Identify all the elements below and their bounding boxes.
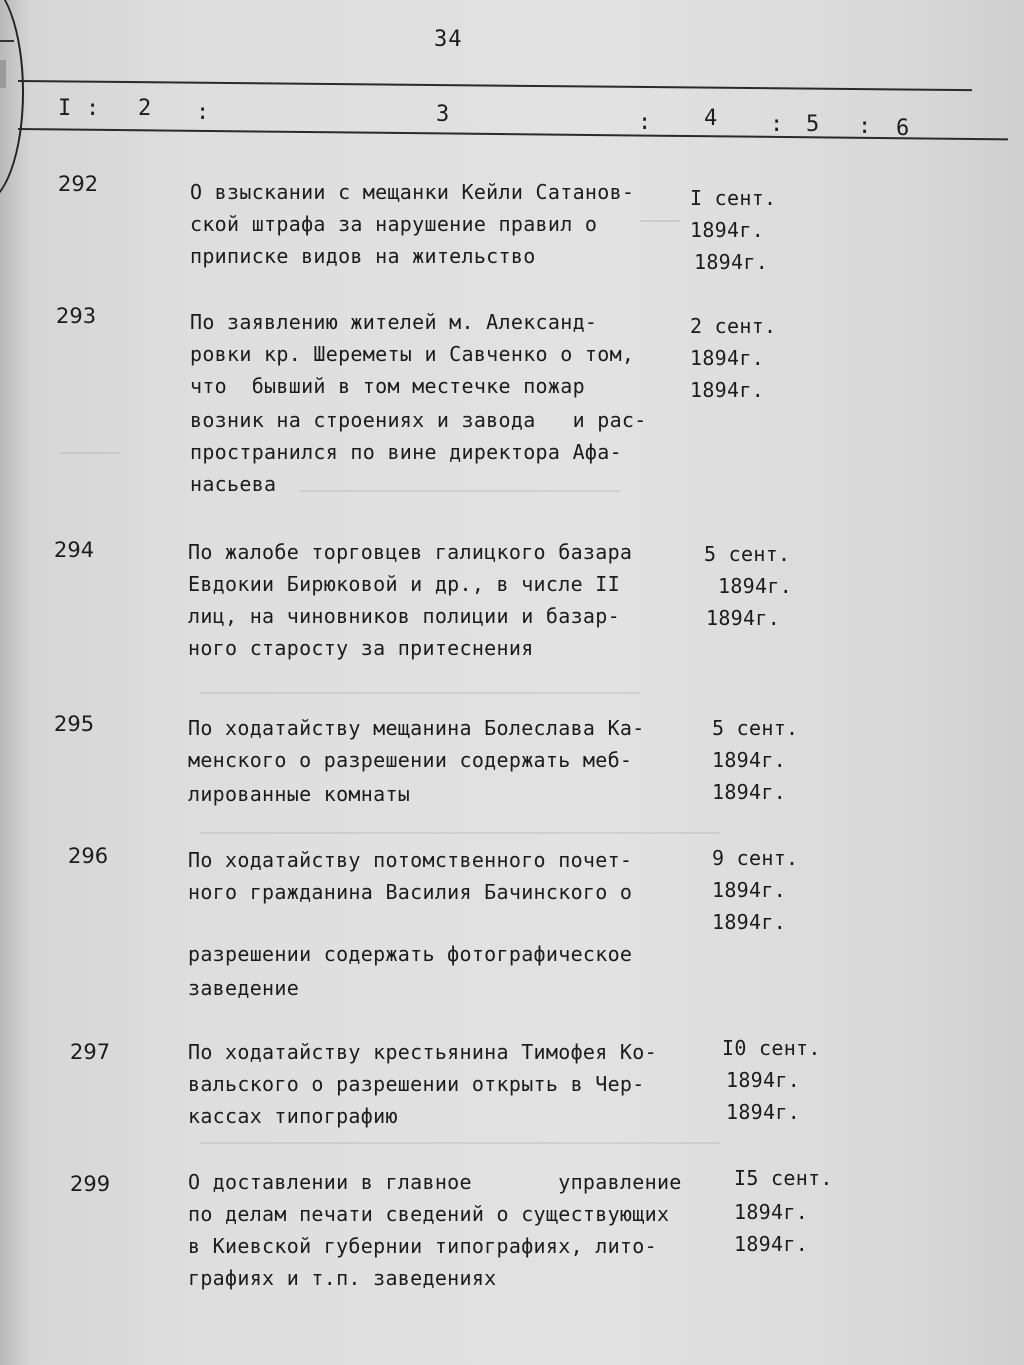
entry-text-line: пространился по вине директора Афа- <box>190 440 622 464</box>
entry-text-line: в Киевской губернии типографиях, лито- <box>188 1234 657 1258</box>
entry-date-line: 1894г. <box>690 218 765 242</box>
entry-text-line: лированные комнаты <box>188 782 411 806</box>
entry-text-line: ской штрафа за нарушение правил о <box>190 212 598 236</box>
entry-date-line: 1894г. <box>712 748 787 772</box>
entry-date-line: I5 сент. <box>734 1166 833 1190</box>
entry-date-line: 1894г. <box>712 878 787 902</box>
entry-date-line: 1894г. <box>712 780 787 804</box>
entry-text-line: По ходатайству крестьянина Тимофея Ко- <box>188 1040 657 1064</box>
entry-date-line: I0 сент. <box>722 1036 821 1060</box>
entry-date-line: 1894г. <box>712 910 787 934</box>
column-header-5: 5 <box>806 112 820 137</box>
column-separator: : <box>86 96 100 121</box>
entry-date-line: 2 сент. <box>690 314 777 338</box>
entry-text-line: вальского о разрешении открыть в Чер- <box>188 1072 645 1096</box>
entry-text-line: По ходатайству потомственного почет- <box>188 848 633 872</box>
bleed-through-mark <box>200 1130 720 1144</box>
entry-date-line: 5 сент. <box>704 542 791 566</box>
entry-text-line: ровки кр. Шереметы и Савченко о том, <box>190 342 635 366</box>
header-rule-top <box>18 80 972 91</box>
entry-date-line: 1894г. <box>706 606 781 630</box>
entry-date-line: 1894г. <box>734 1232 809 1256</box>
entry-text-line: менского о разрешении содержать меб- <box>188 748 633 772</box>
entry-text-line: заведение <box>188 976 300 1000</box>
page-curl-edge <box>0 0 24 204</box>
column-separator: : <box>770 112 784 137</box>
entry-date-line: 1894г. <box>718 574 793 598</box>
column-header-4: 4 <box>704 106 718 131</box>
column-header-6: 6 <box>896 116 910 141</box>
entry-date-line: 1894г. <box>726 1100 801 1124</box>
column-header-1: I <box>58 96 72 121</box>
page-number: 34 <box>434 27 463 52</box>
entry-number: 295 <box>54 712 95 736</box>
entry-text-line: возник на строениях и завода и рас- <box>190 408 647 432</box>
entry-text-line: О взыскании с мещанки Кейли Сатанов- <box>190 180 635 204</box>
entry-date-line: I сент. <box>690 186 777 210</box>
column-header-3: 3 <box>436 102 450 127</box>
page-edge-shadow <box>0 60 6 88</box>
bleed-through-mark <box>300 478 620 492</box>
entry-text-line: О доставлении в главное управление <box>188 1170 682 1194</box>
entry-number: 293 <box>56 304 97 328</box>
entry-text-line: По ходатайству мещанина Болеслава Ка- <box>188 716 645 740</box>
entry-text-line: ного гражданина Василия Бачинского о <box>188 880 633 904</box>
entry-text-line: насьева <box>190 472 277 496</box>
entry-date-line: 1894г. <box>694 250 769 274</box>
entry-text-line: кассах типографию <box>188 1104 398 1128</box>
column-separator: : <box>638 110 652 135</box>
entry-text-line: что бывший в том местечке пожар <box>190 374 585 398</box>
entry-number: 297 <box>70 1040 111 1064</box>
entry-text-line: по делам печати сведений о существующих <box>188 1202 670 1226</box>
entry-date-line: 9 сент. <box>712 846 799 870</box>
entry-date-line: 1894г. <box>734 1200 809 1224</box>
entry-number: 292 <box>58 172 99 196</box>
bleed-through-mark <box>60 440 120 454</box>
bleed-through-mark <box>200 680 640 694</box>
entry-text-line: графиях и т.п. заведениях <box>188 1266 497 1290</box>
entry-text-line: разрешении содержать фотографическое <box>188 942 633 966</box>
column-separator: : <box>196 100 210 125</box>
column-header-2: 2 <box>138 96 152 121</box>
entry-date-line: 1894г. <box>690 346 765 370</box>
entry-date-line: 1894г. <box>690 378 765 402</box>
column-separator: : <box>858 114 872 139</box>
entry-text-line: По жалобе торговцев галицкого базара <box>188 540 633 564</box>
bleed-through-mark <box>640 206 680 222</box>
entry-number: 294 <box>54 538 95 562</box>
entry-number: 299 <box>70 1172 111 1196</box>
entry-number: 296 <box>68 844 109 868</box>
entry-text-line: Евдокии Бирюковой и др., в числе II <box>188 572 620 596</box>
entry-text-line: ного старосту за притеснения <box>188 636 534 660</box>
entry-text-line: лиц, на чиновников полиции и базар- <box>188 604 620 628</box>
entry-text-line: приписке видов на жительство <box>190 244 536 268</box>
entry-date-line: 5 сент. <box>712 716 799 740</box>
bleed-through-mark <box>200 820 720 834</box>
entry-date-line: 1894г. <box>726 1068 801 1092</box>
entry-text-line: По заявлению жителей м. Александ- <box>190 310 598 334</box>
page-edge-mark <box>0 40 14 42</box>
